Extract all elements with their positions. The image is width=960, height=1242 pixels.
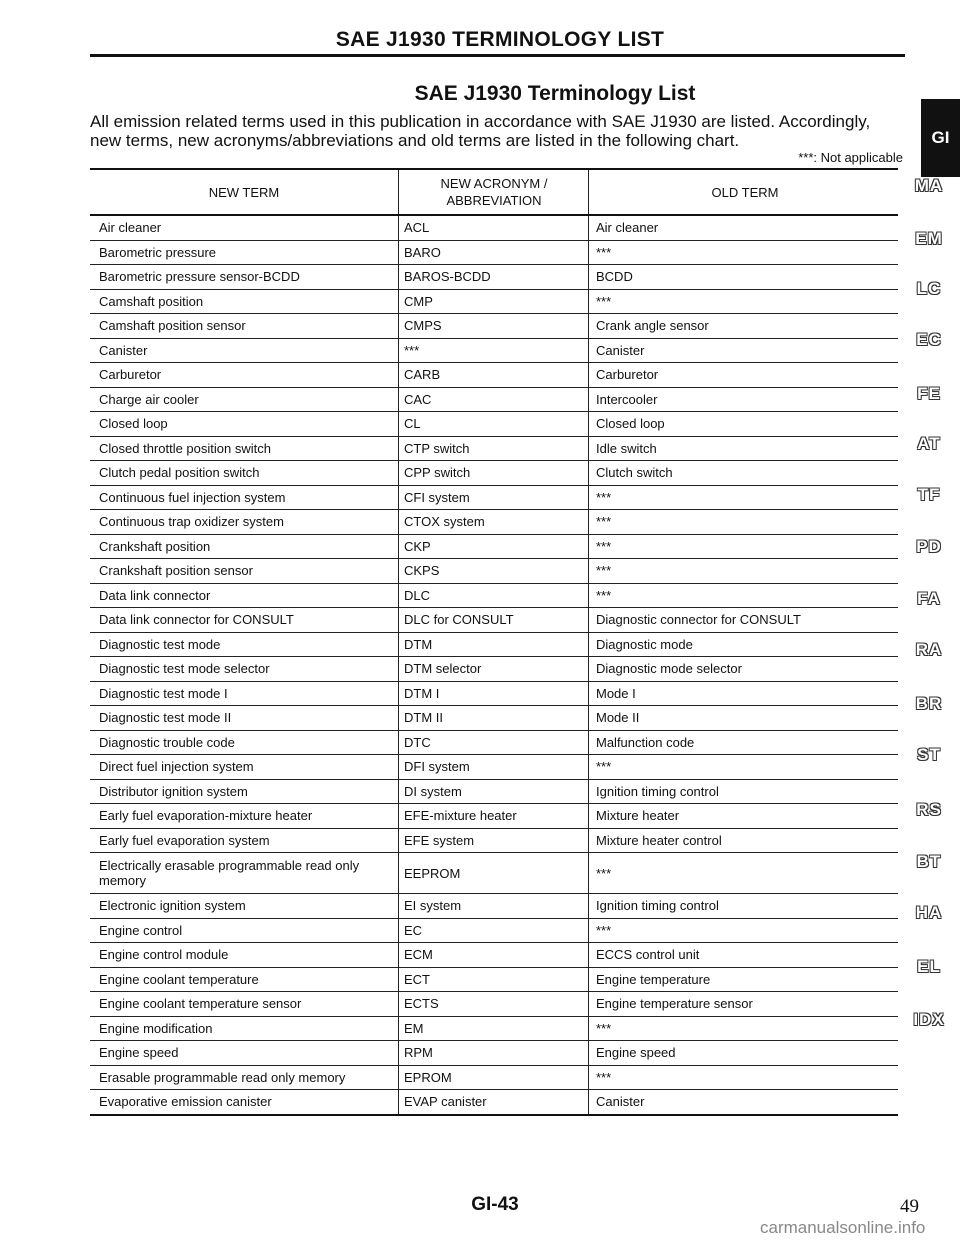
cell-new-term: Diagnostic test mode selector [90, 657, 399, 682]
cell-new-acronym: EVAP canister [399, 1090, 589, 1115]
cell-new-acronym: CTP switch [399, 436, 589, 461]
table-row [90, 412, 898, 437]
table-row [90, 918, 898, 943]
section-tab-rs[interactable]: RS [916, 800, 942, 819]
page-header-title: SAE J1930 TERMINOLOGY LIST [335, 28, 665, 51]
cell-new-acronym: RPM [399, 1041, 589, 1066]
cell-new-acronym: CL [399, 412, 589, 437]
table-row [90, 755, 898, 780]
cell-new-acronym: EI system [399, 894, 589, 919]
cell-old-term: BCDD [589, 265, 899, 290]
cell-old-term: *** [589, 918, 899, 943]
table-header-row [90, 169, 898, 215]
cell-new-acronym: BAROS-BCDD [399, 265, 589, 290]
cell-new-acronym: CTOX system [399, 510, 589, 535]
section-tab-em[interactable]: EM [915, 229, 943, 248]
cell-new-term: Electronic ignition system [90, 894, 399, 919]
cell-old-term: Canister [589, 338, 899, 363]
cell-new-term: Closed throttle position switch [90, 436, 399, 461]
column-header-new-term: NEW TERM [90, 169, 399, 215]
cell-new-acronym: EPROM [399, 1065, 589, 1090]
column-header-new-acronym: NEW ACRONYM / ABBREVIATION [399, 169, 589, 215]
table-row [90, 943, 898, 968]
cell-new-acronym: ECTS [399, 992, 589, 1017]
cell-new-acronym: CMPS [399, 314, 589, 339]
cell-old-term: Ignition timing control [589, 779, 899, 804]
table-row [90, 583, 898, 608]
section-tab-ma[interactable]: MA [914, 176, 944, 195]
cell-old-term: *** [589, 853, 899, 894]
table-row [90, 265, 898, 290]
cell-new-acronym: BARO [399, 240, 589, 265]
cell-new-term: Crankshaft position sensor [90, 559, 399, 584]
cell-old-term: Engine temperature [589, 967, 899, 992]
cell-new-acronym: EEPROM [399, 853, 589, 894]
cell-new-acronym: DFI system [399, 755, 589, 780]
cell-new-acronym: *** [399, 338, 589, 363]
table-row [90, 657, 898, 682]
cell-new-acronym: DTM II [399, 706, 589, 731]
cell-new-acronym: CFI system [399, 485, 589, 510]
watermark: carmanualsonline.info [760, 1218, 926, 1237]
cell-new-acronym: CKP [399, 534, 589, 559]
cell-new-term: Erasable programmable read only memory [90, 1065, 399, 1090]
cell-old-term: Clutch switch [589, 461, 899, 486]
cell-new-term: Continuous trap oxidizer system [90, 510, 399, 535]
section-tab-idx[interactable]: IDX [913, 1010, 945, 1029]
cell-new-term: Diagnostic trouble code [90, 730, 399, 755]
cell-new-term: Engine coolant temperature sensor [90, 992, 399, 1017]
cell-old-term: *** [589, 289, 899, 314]
table-row [90, 779, 898, 804]
table-row [90, 828, 898, 853]
cell-new-acronym: CPP switch [399, 461, 589, 486]
table-row [90, 894, 898, 919]
cell-new-acronym: DI system [399, 779, 589, 804]
table-row [90, 730, 898, 755]
section-tab-gi[interactable] [921, 99, 960, 177]
cell-old-term: Mixture heater [589, 804, 899, 829]
cell-new-term: Engine coolant temperature [90, 967, 399, 992]
cell-new-term: Clutch pedal position switch [90, 461, 399, 486]
cell-old-term: *** [589, 510, 899, 535]
section-tab-label: GI [931, 128, 950, 147]
table-row [90, 289, 898, 314]
cell-new-acronym: DTM [399, 632, 589, 657]
table-row [90, 387, 898, 412]
cell-old-term: ECCS control unit [589, 943, 899, 968]
cell-old-term: Idle switch [589, 436, 899, 461]
cell-new-term: Charge air cooler [90, 387, 399, 412]
table-row [90, 608, 898, 633]
cell-new-term: Engine control [90, 918, 399, 943]
cell-new-term: Barometric pressure sensor-BCDD [90, 265, 399, 290]
cell-new-term: Air cleaner [90, 215, 399, 240]
section-tab-st[interactable]: ST [917, 745, 941, 764]
cell-new-term: Diagnostic test mode I [90, 681, 399, 706]
cell-new-term: Early fuel evaporation system [90, 828, 399, 853]
cell-new-acronym: DLC for CONSULT [399, 608, 589, 633]
cell-old-term: Mixture heater control [589, 828, 899, 853]
cell-new-acronym: EM [399, 1016, 589, 1041]
cell-new-acronym: CMP [399, 289, 589, 314]
table-row [90, 436, 898, 461]
section-tab-ec[interactable]: EC [916, 330, 942, 349]
section-tab-pd[interactable]: PD [916, 537, 942, 556]
cell-new-acronym: CARB [399, 363, 589, 388]
table-row [90, 632, 898, 657]
cell-new-acronym: ECT [399, 967, 589, 992]
table-row [90, 215, 898, 240]
table-row [90, 804, 898, 829]
cell-old-term: *** [589, 1016, 899, 1041]
section-tab-fa[interactable]: FA [917, 589, 941, 608]
cell-new-acronym: CKPS [399, 559, 589, 584]
cell-new-term: Diagnostic test mode II [90, 706, 399, 731]
cell-old-term: Malfunction code [589, 730, 899, 755]
cell-old-term: Crank angle sensor [589, 314, 899, 339]
table-row [90, 967, 898, 992]
cell-new-term: Canister [90, 338, 399, 363]
cell-new-acronym: EFE system [399, 828, 589, 853]
table-row [90, 240, 898, 265]
cell-new-acronym: DTM I [399, 681, 589, 706]
cell-new-term: Distributor ignition system [90, 779, 399, 804]
cell-old-term: Canister [589, 1090, 899, 1115]
section-tab-fe[interactable]: FE [917, 384, 941, 403]
cell-old-term: Engine temperature sensor [589, 992, 899, 1017]
cell-new-term: Continuous fuel injection system [90, 485, 399, 510]
terminology-table [90, 168, 898, 1116]
cell-new-term: Closed loop [90, 412, 399, 437]
cell-old-term: Carburetor [589, 363, 899, 388]
cell-new-term: Evaporative emission canister [90, 1090, 399, 1115]
table-row [90, 314, 898, 339]
cell-new-term: Early fuel evaporation-mixture heater [90, 804, 399, 829]
cell-new-term: Carburetor [90, 363, 399, 388]
cell-new-acronym: DTC [399, 730, 589, 755]
section-tab-ra[interactable]: RA [915, 640, 943, 659]
cell-new-term: Engine modification [90, 1016, 399, 1041]
cell-new-term: Data link connector [90, 583, 399, 608]
section-tab-tf[interactable]: TF [917, 485, 941, 504]
cell-new-term: Direct fuel injection system [90, 755, 399, 780]
cell-old-term: Air cleaner [589, 215, 899, 240]
cell-new-term: Electrically erasable programmable read only memory [90, 853, 399, 894]
cell-old-term: *** [589, 240, 899, 265]
column-header-old-term: OLD TERM [589, 169, 899, 215]
cell-new-acronym: CAC [399, 387, 589, 412]
cell-old-term: Diagnostic mode selector [589, 657, 899, 682]
cell-old-term: *** [589, 485, 899, 510]
cell-new-term: Camshaft position sensor [90, 314, 399, 339]
cell-old-term: Engine speed [589, 1041, 899, 1066]
intro-paragraph: All emission related terms used in this publication in accordance with SAE J1930 are listed. Accordingly, new terms, new acronyms/abbreviations and old terms are listed in the following chart. [90, 112, 871, 150]
table-row [90, 992, 898, 1017]
section-tab-lc[interactable]: LC [916, 279, 942, 298]
cell-new-acronym: EC [399, 918, 589, 943]
cell-new-acronym: DLC [399, 583, 589, 608]
table-row [90, 534, 898, 559]
table-row [90, 706, 898, 731]
table-row [90, 485, 898, 510]
cell-old-term: Ignition timing control [589, 894, 899, 919]
page-title: SAE J1930 Terminology List [414, 82, 696, 105]
table-row [90, 1016, 898, 1041]
cell-new-term: Diagnostic test mode [90, 632, 399, 657]
cell-old-term: Diagnostic connector for CONSULT [589, 608, 899, 633]
cell-new-term: Barometric pressure [90, 240, 399, 265]
page-number: 49 [900, 1196, 919, 1217]
cell-old-term: Intercooler [589, 387, 899, 412]
page-code: GI-43 [471, 1194, 519, 1215]
cell-new-acronym: EFE-mixture heater [399, 804, 589, 829]
table-row [90, 1090, 898, 1115]
table-row [90, 1065, 898, 1090]
cell-new-acronym: DTM selector [399, 657, 589, 682]
cell-old-term: *** [589, 755, 899, 780]
cell-old-term: Mode II [589, 706, 899, 731]
cell-old-term: Mode I [589, 681, 899, 706]
cell-new-term: Data link connector for CONSULT [90, 608, 399, 633]
table-row [90, 510, 898, 535]
section-tab-bt[interactable]: BT [916, 852, 942, 871]
section-tab-br[interactable]: BR [915, 694, 943, 713]
cell-new-term: Engine speed [90, 1041, 399, 1066]
table-row [90, 1041, 898, 1066]
section-tab-ha[interactable]: HA [915, 903, 943, 922]
cell-new-acronym: ECM [399, 943, 589, 968]
table-row [90, 681, 898, 706]
cell-old-term: Closed loop [589, 412, 899, 437]
table-row [90, 338, 898, 363]
cell-old-term: Diagnostic mode [589, 632, 899, 657]
cell-old-term: *** [589, 1065, 899, 1090]
cell-new-term: Camshaft position [90, 289, 399, 314]
section-tab-el[interactable]: EL [917, 957, 941, 976]
cell-new-term: Crankshaft position [90, 534, 399, 559]
cell-old-term: *** [589, 534, 899, 559]
table-row [90, 461, 898, 486]
cell-old-term: *** [589, 559, 899, 584]
table-row [90, 853, 898, 894]
section-tab-at[interactable]: AT [917, 434, 941, 453]
cell-new-acronym: ACL [399, 215, 589, 240]
not-applicable-note: ***: Not applicable [798, 150, 903, 165]
cell-old-term: *** [589, 583, 899, 608]
cell-new-term: Engine control module [90, 943, 399, 968]
table-row [90, 559, 898, 584]
table-row [90, 363, 898, 388]
header-rule [90, 54, 905, 57]
